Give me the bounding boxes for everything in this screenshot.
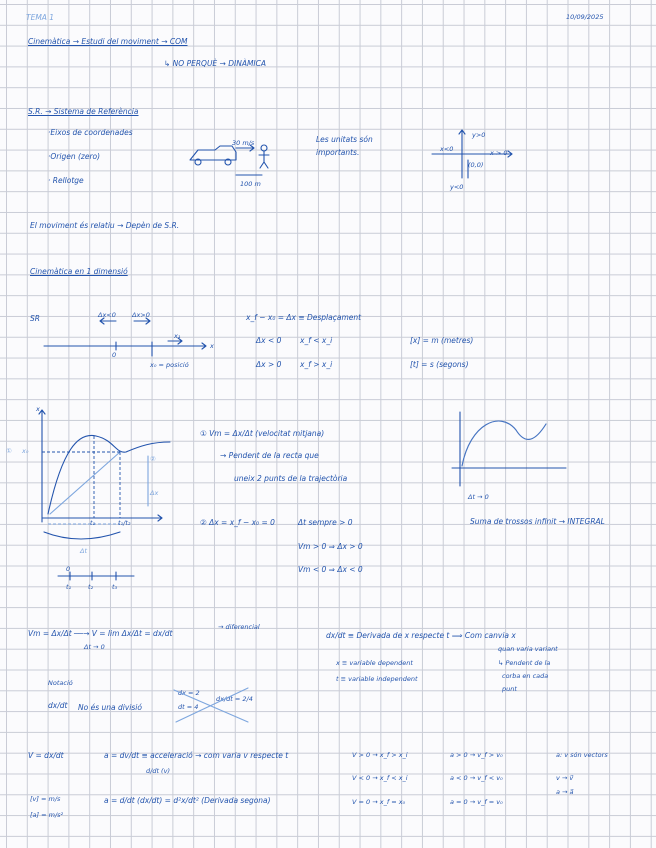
unit-v: [v] = m/s <box>30 795 61 803</box>
table-c1-r3: V = 0 → x_f = x₀ <box>352 798 406 806</box>
table-c2-r3: a = 0 → v_f = v₀ <box>450 798 503 806</box>
table-c3-r1: a: v són vectors <box>556 751 608 759</box>
dt-to-zero: Δt → 0 <box>468 493 489 501</box>
line-label-t1: t₁ <box>66 583 72 591</box>
dt-positive: Δt sempre > 0 <box>298 518 353 527</box>
dx-pos: Δx > 0 <box>256 360 282 369</box>
car-speed: 30 m/s <box>232 139 255 147</box>
graph-x0: x₀ <box>22 447 29 455</box>
dx-neg-arrow-label: Δx<0 <box>98 311 116 319</box>
relative-note: El moviment és relatiu → Depèn de S.R. <box>30 221 180 230</box>
line-label-t2: t₂ <box>88 583 94 591</box>
cross-a: dx = 2 <box>178 689 200 697</box>
table-c3-r2: v → v⃗ <box>556 774 574 782</box>
dx-pos-cond: x_f > x_i <box>300 360 333 369</box>
dxdt-def-2: quan varia variant <box>498 645 558 653</box>
a-def: a = dv/dt ≡ acceleració → com varia v respecte t <box>104 751 289 760</box>
table-c2-r1: a > 0 → v_f > v₀ <box>450 751 503 759</box>
graph-mark-1: ① <box>6 447 12 455</box>
vm-def: ① Vm = Δx/Δt (velocitat mitjana) <box>200 429 325 438</box>
vm-note-1: → Pendent de la recta que <box>220 451 319 460</box>
graph-dx: Δx <box>150 489 159 497</box>
dx-pos-arrow-label: Δx>0 <box>132 311 150 319</box>
axis-xpos: x > 0 <box>490 149 508 157</box>
pendent-2: corba en cada <box>502 672 549 680</box>
vm-positive: Vm > 0 ⇒ Δx > 0 <box>298 542 363 551</box>
units-note-1: Les unitats són <box>316 135 373 144</box>
sr-item-origen: ·Origen (zero) <box>48 152 101 161</box>
pendent-3: punt <box>502 685 517 693</box>
unit-a: [a] = m/s² <box>30 811 64 819</box>
axis-origin: (0,0) <box>468 161 484 169</box>
intro-line-1: Cinemàtica → Estudi del moviment → COM <box>28 37 188 46</box>
vm-note-2: uneix 2 punts de la trajectòria <box>234 474 348 483</box>
sr-item-eixos: ·Eixos de coordenades <box>48 128 133 137</box>
vm-negative: Vm < 0 ⇒ Δx < 0 <box>298 565 363 574</box>
number-line-x1: x₁ <box>174 332 181 340</box>
units-note-2: importants. <box>316 148 360 157</box>
table-c3-r3: a → a⃗ <box>556 788 574 796</box>
sr-label: SR <box>30 314 40 323</box>
graph-t1: t₁ <box>90 519 96 527</box>
notation: Notació <box>48 679 73 687</box>
line-label-t3: t₃ <box>112 583 118 591</box>
dx-zero: ② Δx = x_f − x₀ = 0 <box>200 518 275 527</box>
dxdt-def: dx/dt ≡ Derivada de x respecte t ⟹ Com canvia x <box>326 631 516 640</box>
d-dt-v: d/dt (v) <box>146 767 170 775</box>
graph-dt: Δt <box>80 547 87 555</box>
dx-neg-cond: x_f < x_i <box>300 336 333 345</box>
axis-yneg: y<0 <box>450 183 464 191</box>
not-division: No és una divisió <box>78 703 142 712</box>
displacement-def: x_f − x₀ = Δx ≡ Desplaçament <box>246 313 362 322</box>
table-c1-r1: V > 0 → x_f > x_i <box>352 751 408 759</box>
intro-line-2: ↳ NO PERQUÈ → DINÀMICA <box>164 59 267 68</box>
cross-b: dt = 4 <box>178 703 199 711</box>
diferencial: → diferencial <box>218 623 260 631</box>
table-c1-r2: V < 0 → x_f < x_i <box>352 774 408 782</box>
lim-under: Δt → 0 <box>84 643 105 651</box>
axis-ypos: y>0 <box>472 131 486 139</box>
axis-xneg: x<0 <box>440 145 454 153</box>
dx-neg: Δx < 0 <box>256 336 282 345</box>
cross-c: dx/dt = 2/4 <box>216 695 253 703</box>
a-second: a = d/dt (dx/dt) = d²x/dt² (Derivada segona) <box>104 796 271 805</box>
unit-x: [x] = m (metres) <box>410 336 474 345</box>
sr-title: S.R. → Sistema de Referència <box>28 107 139 116</box>
table-c2-r2: a < 0 → v_f < v₀ <box>450 774 503 782</box>
v-def: V = dx/dt <box>28 751 64 760</box>
graph-x-axis: x <box>36 405 40 413</box>
pendent-1: ↳ Pendent de la <box>498 659 551 667</box>
vm-limit: Vm = Δx/Δt ──→ V = lim Δx/Δt = dx/dt <box>28 629 173 638</box>
x0-position: x₀ = posició <box>150 361 189 369</box>
tema-title: TEMA 1 <box>26 13 55 22</box>
date: 10/09/2025 <box>566 13 604 21</box>
number-line-axis: x <box>210 342 214 350</box>
independent: t ≡ variable independent <box>336 675 418 683</box>
line-label-0: 0 <box>66 565 71 573</box>
dependent: x ≡ variable dependent <box>336 659 413 667</box>
graph-mark-2: ② <box>150 455 156 463</box>
number-line-origin: 0 <box>112 351 117 359</box>
graph-t3: t₁/t₂ <box>118 519 131 527</box>
sr-item-rellotge: · Rellotge <box>48 176 84 185</box>
one-dim-title: Cinemàtica en 1 dimensió <box>30 267 128 276</box>
integral-note: Suma de trossos infinit → INTEGRAL <box>470 517 605 526</box>
notation-frac: dx/dt <box>48 701 68 710</box>
car-distance: 100 m <box>240 180 261 188</box>
unit-t: [t] = s (segons) <box>410 360 469 369</box>
